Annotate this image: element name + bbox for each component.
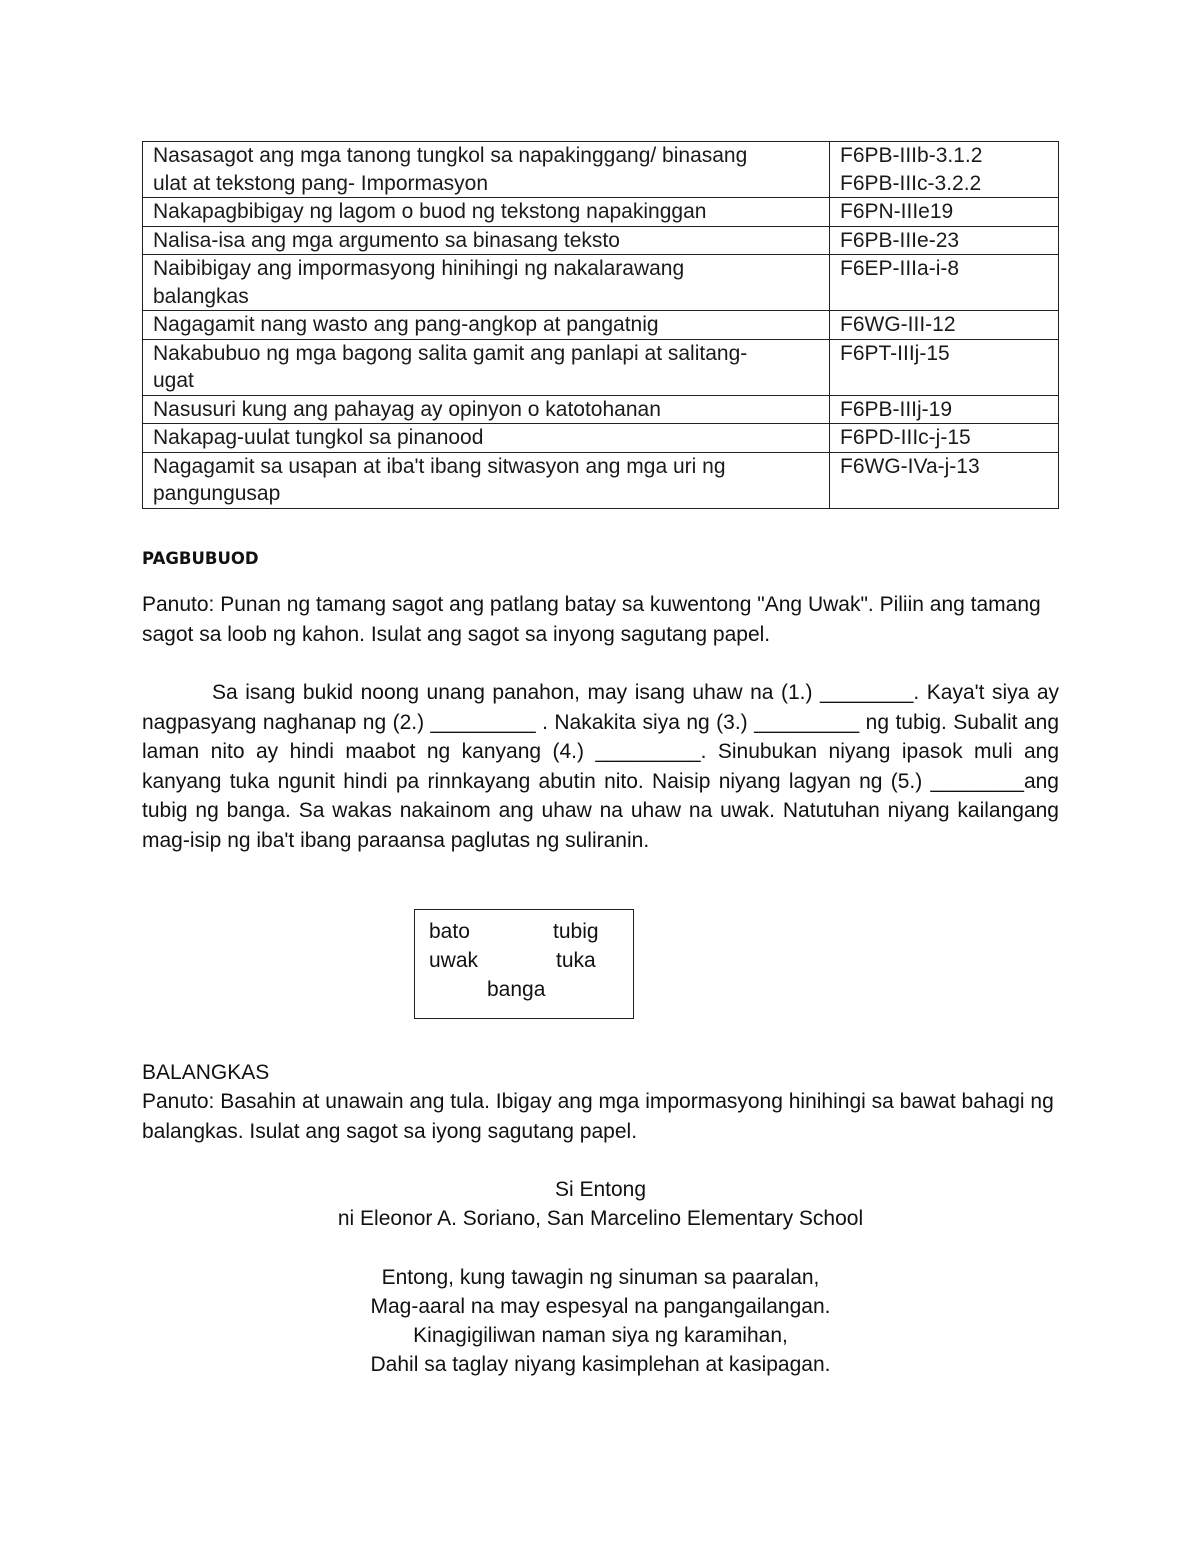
competency-row — [143, 198, 1059, 227]
competency-code-line: F6PB-IIIb-3.1.2 — [840, 144, 983, 167]
section-heading-pagbubuod: PAGBUBUOD — [142, 549, 259, 568]
competency-description-line: ugat — [153, 369, 194, 392]
competency-code — [830, 255, 1059, 311]
competency-description-line: Nasusuri kung ang pahayag ay opinyon o katotohanan — [153, 397, 661, 421]
competency-description-line: Naibibigay ang impormasyong hinihingi ng nakalarawang — [153, 257, 685, 280]
competency-code-line: F6EP-IIIa-i-8 — [840, 257, 960, 280]
competency-description — [143, 255, 830, 311]
competency-description-line: Nagagamit sa usapan at iba't ibang sitwasyon ang mga uri ng — [153, 454, 726, 478]
poem-line: Kinagigiliwan naman siya ng karamihan, — [413, 1324, 788, 1347]
competency-row — [143, 339, 1059, 395]
poem-line: Mag-aaral na may espesyal na pangangailangan. — [370, 1295, 831, 1318]
competency-description — [143, 339, 830, 395]
competency-description-line: pangungusap — [153, 482, 281, 505]
word-choice-box — [414, 909, 634, 1019]
competency-row — [143, 142, 1059, 198]
competency-description — [143, 452, 830, 508]
competency-row — [143, 255, 1059, 311]
competency-row — [143, 424, 1059, 453]
competency-code-line: F6PB-IIIe-23 — [840, 228, 960, 252]
word-choice: banga — [487, 978, 546, 1001]
competency-code — [830, 226, 1059, 255]
competency-code-line: F6PD-IIIc-j-15 — [840, 426, 971, 449]
competency-code — [830, 142, 1059, 198]
competency-code-line: F6WG-III-12 — [840, 313, 956, 336]
competency-description — [143, 395, 830, 424]
word-choice: uwak — [429, 949, 479, 972]
competency-description-line: ulat at tekstong pang- Impormasyon — [153, 171, 489, 195]
competency-description-line: Nakapagbibigay ng lagom o buod ng tekstong napakinggan — [153, 200, 707, 223]
competency-description-line: Nasasagot ang mga tanong tungkol sa napakinggang/ binasang — [153, 144, 748, 167]
competency-table — [142, 141, 1059, 509]
competency-code-line: F6PB-IIIj-19 — [840, 397, 953, 421]
competency-description-line: balangkas — [153, 284, 249, 308]
competency-description — [143, 311, 830, 340]
competency-description — [143, 226, 830, 255]
word-choice: tubig — [553, 920, 599, 943]
pagbubuod-instruction: Panuto: Punan ng tamang sagot ang patlang batay sa kuwentong "Ang Uwak". Piliin ang tamang sagot sa loob ng kahon. Isulat ang sagot sa inyong sagutang papel. — [142, 593, 1041, 646]
competency-code — [830, 198, 1059, 227]
competency-description-line: Nakabubuo ng mga bagong salita gamit ang panlapi at salitang- — [153, 341, 748, 365]
competency-description — [143, 198, 830, 227]
competency-description-line: Nalisa-isa ang mga argumento sa binasang teksto — [153, 228, 620, 252]
competency-row — [143, 311, 1059, 340]
poem-line: Dahil sa taglay niyang kasimplehan at kasipagan. — [370, 1353, 831, 1376]
poem-title: Si Entong — [554, 1178, 647, 1201]
word-choice: bato — [429, 920, 470, 943]
story-paragraph: Sa isang bukid noong unang panahon, may isang uhaw na (1.) ________. Kaya't siya ay nagpasyang naghanap ng (2.) _________ . Nakakita siya ng (3.) _________ ng tubig. Subalit ang laman nito ay hindi maabot ng kanyang (4.) _________. Sinubukan niyang ipasok muli ang kanyang tuka ngunit hindi pa rinnkayang abutin nito. Naisip niyang lagyan ng (5.) ________ang tubig ng banga. Sa wakas nakainom ang uhaw na uhaw na uwak. Natutuhan niyang kailangang mag-isip ng iba't ibang paraansa paglutas ng suliranin. — [142, 681, 1059, 852]
competency-description — [143, 424, 830, 453]
competency-code-line: F6WG-IVa-j-13 — [840, 454, 980, 478]
competency-code-line: F6PT-IIIj-15 — [840, 341, 950, 365]
competency-code — [830, 395, 1059, 424]
section-heading-balangkas: BALANGKAS — [142, 1061, 270, 1084]
competency-row — [143, 395, 1059, 424]
competency-code — [830, 311, 1059, 340]
competency-code — [830, 339, 1059, 395]
competency-code — [830, 424, 1059, 453]
poem-author: ni Eleonor A. Soriano, San Marcelino Elementary School — [337, 1207, 864, 1230]
word-choice: tuka — [556, 949, 596, 972]
competency-code — [830, 452, 1059, 508]
competency-description-line: Nakapag-uulat tungkol sa pinanood — [153, 426, 484, 449]
balangkas-instruction: Panuto: Basahin at unawain ang tula. Ibigay ang mga impormasyong hinihingi sa bawat bahagi ng balangkas. Isulat ang sagot sa iyong sagutang papel. — [142, 1090, 1054, 1143]
competency-code-line: F6PB-IIIc-3.2.2 — [840, 171, 982, 195]
poem-line: Entong, kung tawagin ng sinuman sa paaralan, — [381, 1266, 820, 1289]
competency-code-line: F6PN-IIIe19 — [840, 200, 954, 223]
competency-row — [143, 226, 1059, 255]
competency-row — [143, 452, 1059, 508]
competency-description — [143, 142, 830, 198]
competency-description-line: Nagagamit nang wasto ang pang-angkop at pangatnig — [153, 313, 659, 336]
